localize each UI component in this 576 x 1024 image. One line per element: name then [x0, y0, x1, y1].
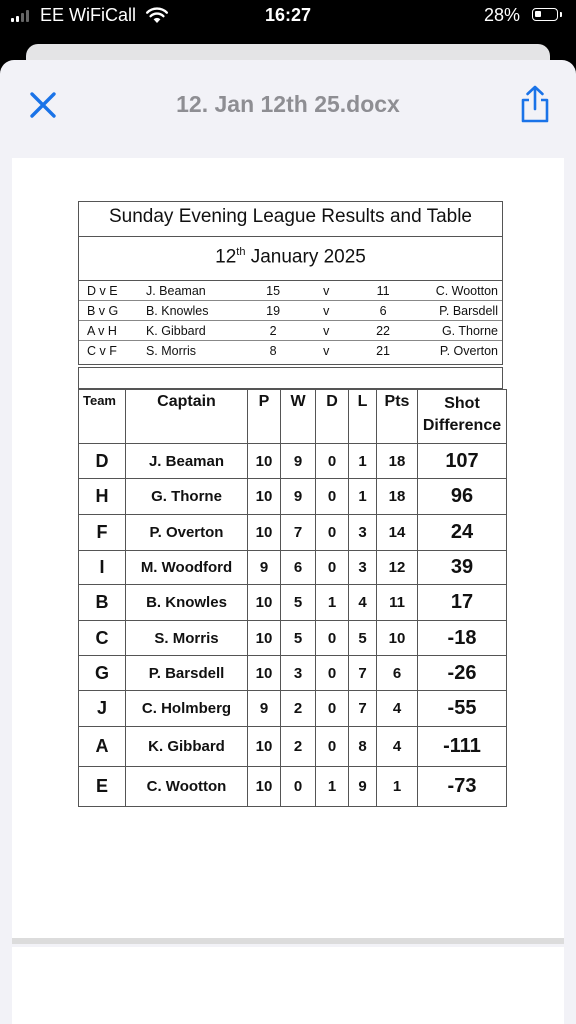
cell-sd: 39 — [418, 551, 507, 585]
cell-p: 9 — [248, 551, 281, 585]
header-won: W — [281, 390, 316, 444]
cell-captain: P. Overton — [126, 515, 248, 551]
result-match: C v F — [87, 343, 117, 358]
cell-captain: C. Wootton — [126, 767, 248, 807]
cell-w: 0 — [281, 767, 316, 807]
league-row — [79, 621, 507, 656]
result-away-score: 6 — [358, 301, 408, 321]
cell-team: G — [79, 656, 126, 691]
cell-l: 4 — [349, 585, 377, 621]
header-points: Pts — [377, 390, 418, 444]
cell-sd: -111 — [418, 727, 507, 767]
cell-sd: -18 — [418, 621, 507, 656]
cell-team: A — [79, 727, 126, 767]
cell-pts: 18 — [377, 479, 418, 515]
cell-l: 5 — [349, 621, 377, 656]
cell-p: 10 — [248, 585, 281, 621]
result-away: P. Barsdell — [408, 301, 502, 321]
result-home-score: 8 — [269, 343, 277, 358]
cell-l: 3 — [349, 551, 377, 585]
result-home-score: 19 — [252, 301, 294, 321]
cell-w: 9 — [281, 479, 316, 515]
battery-percentage: 28% — [484, 5, 521, 25]
cell-l: 7 — [349, 656, 377, 691]
cell-captain: J. Beaman — [126, 444, 248, 479]
carrier-label: EE WiFiCall — [40, 5, 137, 25]
cell-captain: S. Morris — [126, 621, 248, 656]
cell-d: 0 — [316, 479, 349, 515]
result-row — [79, 281, 502, 301]
result-home-score: 2 — [252, 321, 294, 341]
league-row — [79, 444, 507, 479]
cell-p: 10 — [248, 515, 281, 551]
cell-pts: 11 — [377, 585, 418, 621]
cell-w: 3 — [281, 656, 316, 691]
cell-captain: B. Knowles — [126, 585, 248, 621]
cell-w: 2 — [281, 727, 316, 767]
cell-p: 10 — [248, 444, 281, 479]
league-row — [79, 691, 507, 727]
status-bar — [0, 0, 576, 34]
header-team: Team — [79, 390, 126, 444]
cell-sd: 17 — [418, 585, 507, 621]
cell-sd: -73 — [418, 767, 507, 807]
result-row — [79, 321, 502, 341]
cell-team: F — [79, 515, 126, 551]
header-lost: L — [349, 390, 377, 444]
cell-w: 5 — [281, 585, 316, 621]
result-away-score: 22 — [358, 321, 408, 341]
cell-d: 0 — [316, 444, 349, 479]
cell-d: 0 — [316, 691, 349, 727]
result-row — [79, 301, 502, 321]
header-played: P — [248, 390, 281, 444]
cell-w: 9 — [281, 444, 316, 479]
page-divider — [12, 938, 564, 944]
result-v: v — [294, 281, 358, 301]
cell-p: 10 — [248, 727, 281, 767]
cell-captain: C. Holmberg — [126, 691, 248, 727]
cell-d: 1 — [316, 585, 349, 621]
result-v: v — [294, 301, 358, 321]
result-v: v — [323, 343, 330, 358]
cell-team: D — [79, 444, 126, 479]
cell-pts: 1 — [377, 767, 418, 807]
cell-d: 0 — [316, 551, 349, 585]
result-match: A v H — [79, 321, 142, 341]
cell-pts: 12 — [377, 551, 418, 585]
league-row — [79, 515, 507, 551]
cell-d: 0 — [316, 515, 349, 551]
cell-w: 2 — [281, 691, 316, 727]
result-home-score: 15 — [252, 281, 294, 301]
result-match: D v E — [79, 281, 142, 301]
header-captain: Captain — [126, 390, 248, 444]
navigation-bar — [0, 60, 576, 150]
cell-l: 1 — [349, 444, 377, 479]
cell-d: 0 — [316, 656, 349, 691]
cell-sd: 107 — [418, 444, 507, 479]
result-away: G. Thorne — [408, 321, 502, 341]
cell-l: 9 — [349, 767, 377, 807]
spacer-row — [78, 367, 503, 389]
cell-d: 0 — [316, 621, 349, 656]
result-away: P. Overton — [439, 343, 498, 358]
cell-captain: G. Thorne — [126, 479, 248, 515]
document-page[interactable] — [12, 158, 564, 940]
document-viewer — [0, 60, 576, 1024]
clock: 16:27 — [264, 5, 312, 25]
cell-w: 7 — [281, 515, 316, 551]
result-match: B v G — [79, 301, 142, 321]
cell-pts: 14 — [377, 515, 418, 551]
cell-team: I — [79, 551, 126, 585]
document-title: 12. Jan 12th 25.docx — [176, 91, 400, 117]
cell-sd: -55 — [418, 691, 507, 727]
result-v: v — [294, 321, 358, 341]
league-row — [79, 551, 507, 585]
cell-l: 3 — [349, 515, 377, 551]
cell-sd: -26 — [418, 656, 507, 691]
document-page-2[interactable] — [12, 947, 564, 1024]
result-home: J. Beaman — [142, 281, 252, 301]
cell-captain: P. Barsdell — [126, 656, 248, 691]
result-away-score: 21 — [376, 343, 391, 358]
cell-captain: K. Gibbard — [126, 727, 248, 767]
cell-p: 10 — [248, 479, 281, 515]
cell-captain: M. Woodford — [126, 551, 248, 585]
cell-pts: 4 — [377, 727, 418, 767]
results-table — [79, 281, 502, 360]
cell-sd: 96 — [418, 479, 507, 515]
cell-p: 10 — [248, 621, 281, 656]
battery-icon — [532, 8, 558, 21]
cell-pts: 10 — [377, 621, 418, 656]
league-table — [78, 389, 507, 807]
league-row — [79, 727, 507, 767]
cell-pts: 6 — [377, 656, 418, 691]
cell-sd: 24 — [418, 515, 507, 551]
cell-d: 1 — [316, 767, 349, 807]
result-home: B. Knowles — [142, 301, 252, 321]
cell-team: J — [79, 691, 126, 727]
cell-team: H — [79, 479, 126, 515]
cell-team: E — [79, 767, 126, 807]
header-box — [78, 201, 503, 281]
header-shot-difference: Shot Difference — [418, 390, 507, 444]
cell-p: 10 — [248, 656, 281, 691]
cell-pts: 4 — [377, 691, 418, 727]
cell-l: 7 — [349, 691, 377, 727]
result-home: K. Gibbard — [142, 321, 252, 341]
header-drawn: D — [316, 390, 349, 444]
result-row — [79, 341, 502, 361]
league-row — [79, 767, 507, 807]
cell-l: 1 — [349, 479, 377, 515]
cell-d: 0 — [316, 727, 349, 767]
result-away: C. Wootton — [408, 281, 502, 301]
cell-team: C — [79, 621, 126, 656]
cell-w: 6 — [281, 551, 316, 585]
league-table-header — [79, 390, 507, 444]
cell-l: 8 — [349, 727, 377, 767]
cell-pts: 18 — [377, 444, 418, 479]
share-icon — [518, 84, 552, 124]
league-row — [79, 585, 507, 621]
cell-p: 9 — [248, 691, 281, 727]
cell-team: B — [79, 585, 126, 621]
share-button[interactable] — [518, 84, 552, 124]
result-home: S. Morris — [145, 343, 196, 358]
result-away-score: 11 — [358, 281, 408, 301]
league-title: Sunday Evening League Results and Table — [79, 202, 502, 237]
cell-w: 5 — [281, 621, 316, 656]
league-date: 12th January 2025 — [215, 246, 366, 268]
results-box — [78, 281, 503, 365]
cell-p: 10 — [248, 767, 281, 807]
league-row — [79, 479, 507, 515]
league-row — [79, 656, 507, 691]
